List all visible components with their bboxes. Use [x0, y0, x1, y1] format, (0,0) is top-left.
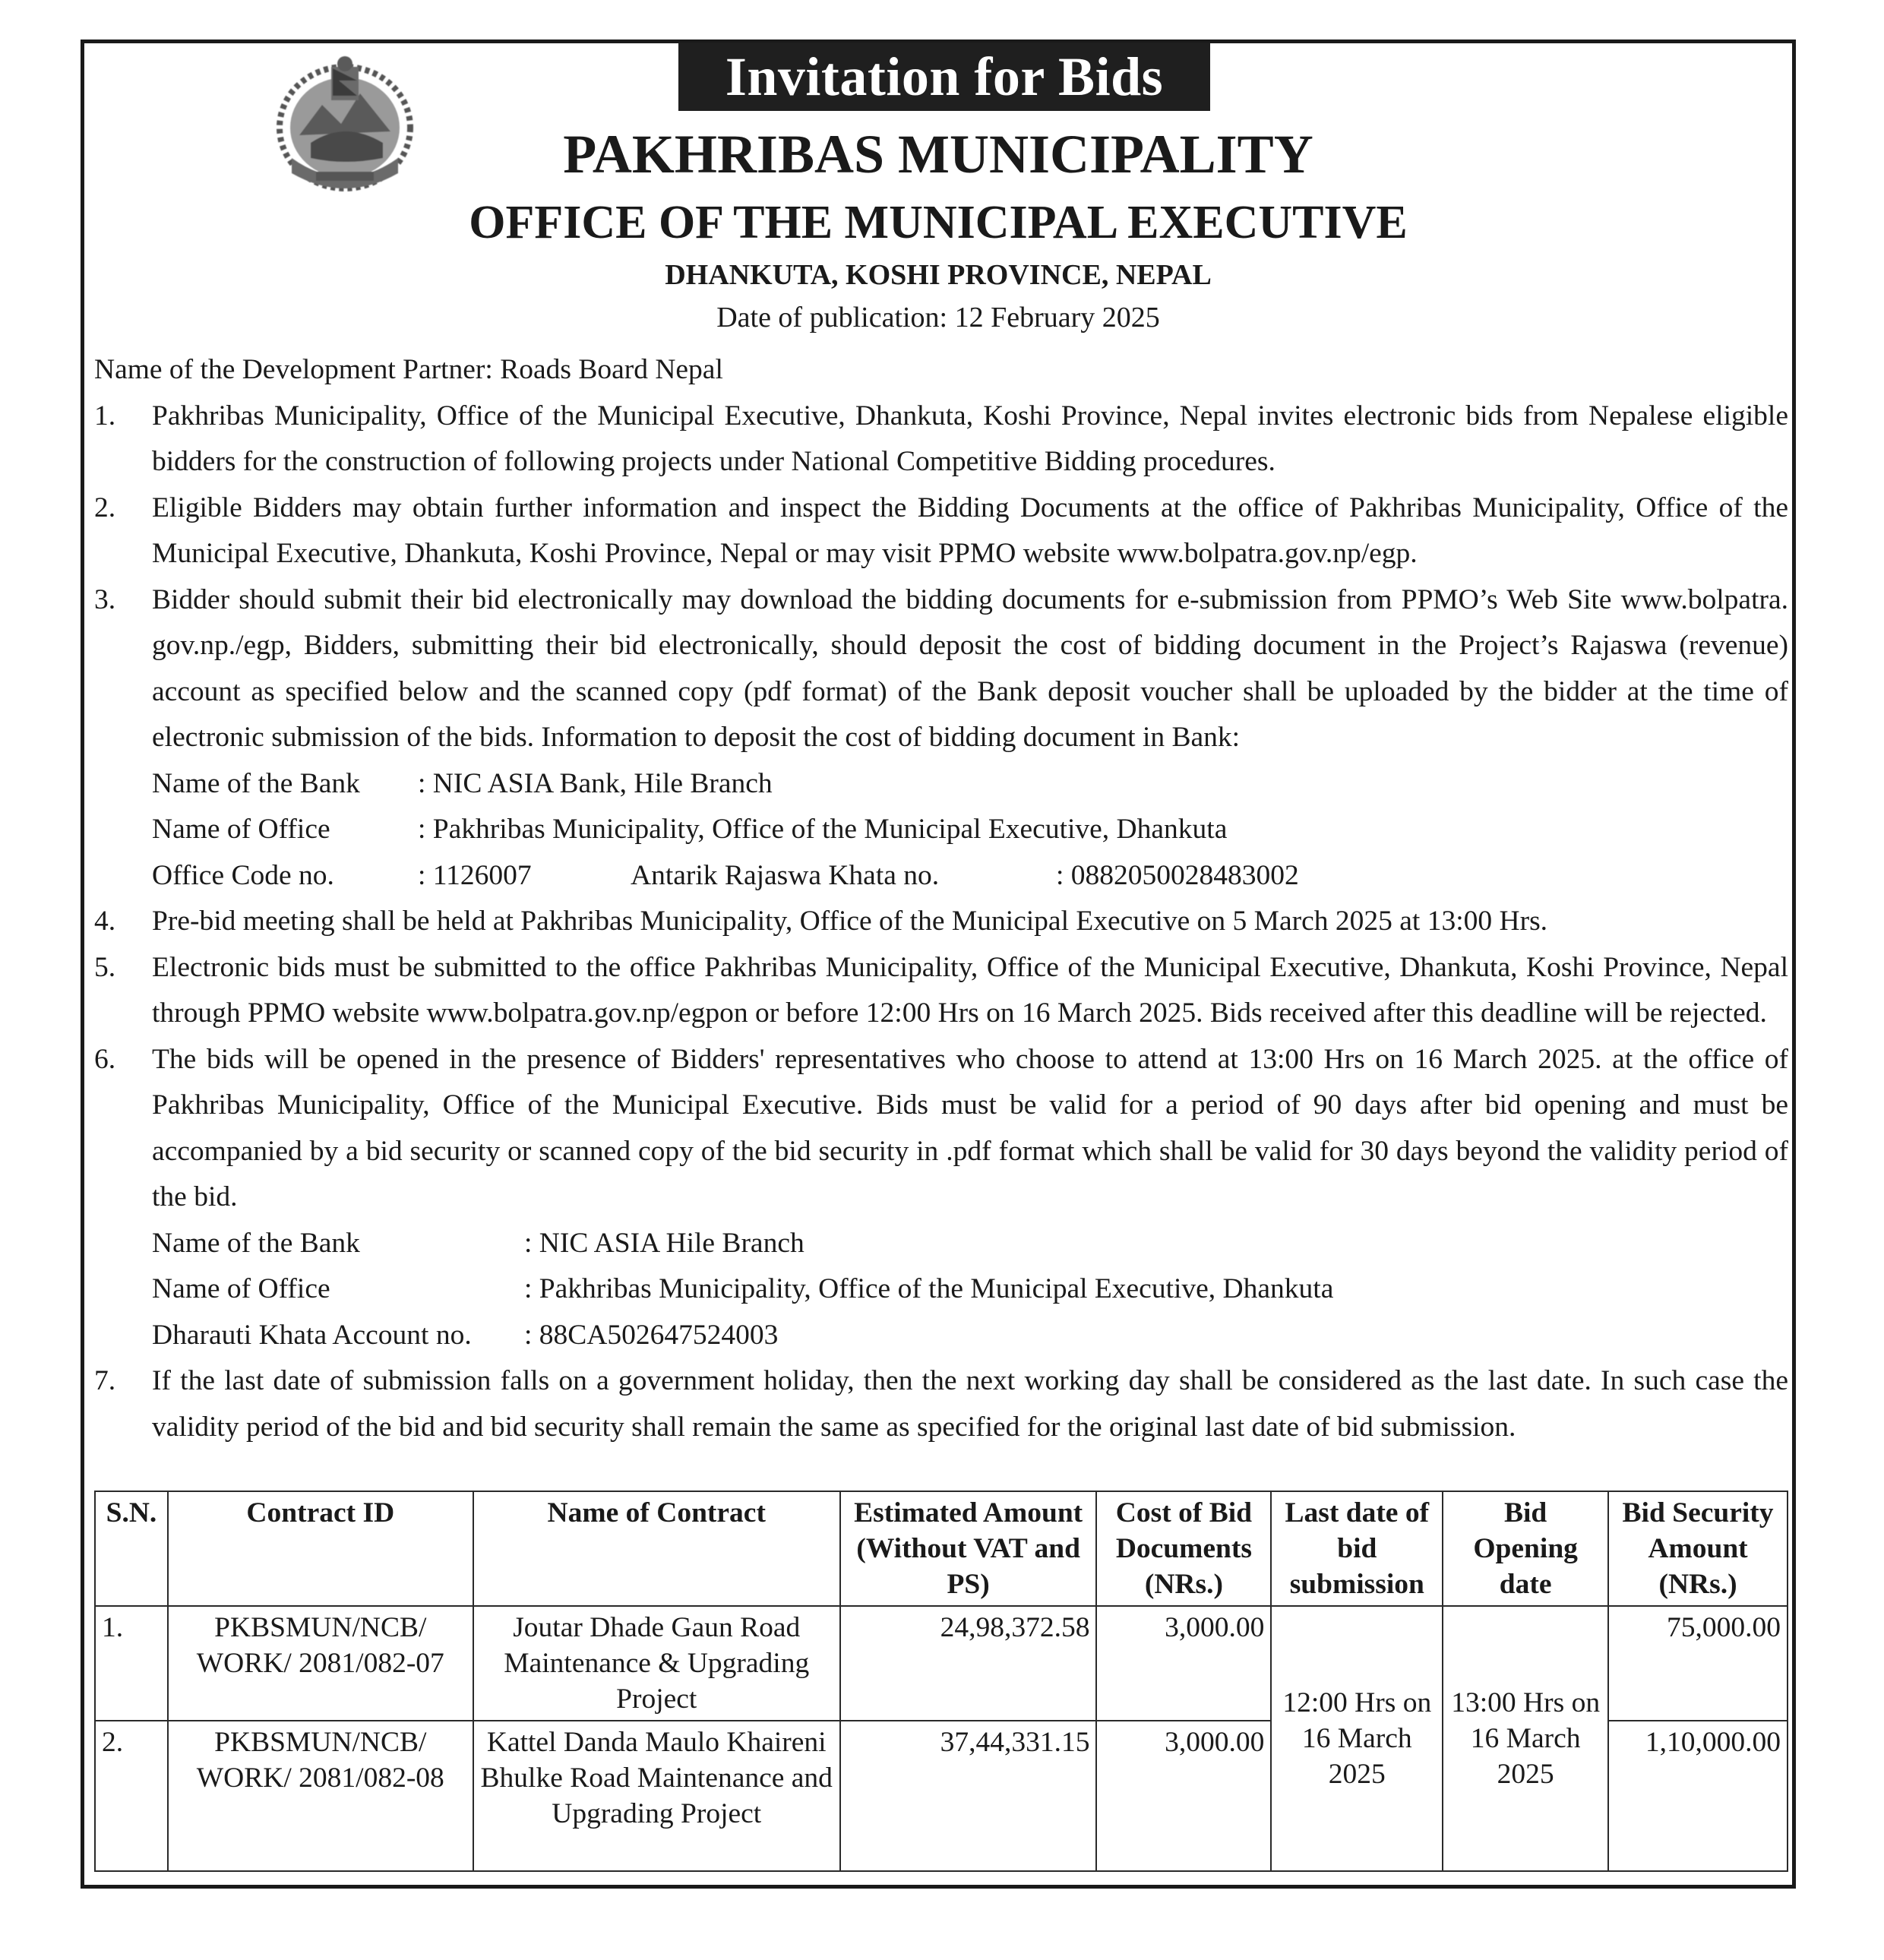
- list-item: [94, 1358, 1788, 1450]
- contracts-table: [94, 1491, 1788, 1872]
- item-number: 7.: [94, 1365, 116, 1396]
- item-number: 3.: [94, 583, 116, 615]
- column-header: S.N.: [95, 1491, 168, 1606]
- column-header: Cost of Bid Documents (NRs.): [1096, 1491, 1271, 1606]
- invitation-banner: Invitation for Bids: [678, 43, 1210, 111]
- list-item: [94, 577, 1788, 761]
- office-label: Name of Office: [152, 814, 330, 845]
- contract-id-cell: PKBSMUN/NCB/ WORK/ 2081/082-07: [168, 1606, 473, 1721]
- khata-label: Antarik Rajaswa Khata no.: [631, 859, 940, 891]
- bank-value: : NIC ASIA Hile Branch: [524, 1227, 804, 1259]
- location-line: DHANKUTA, KOSHI PROVINCE, NEPAL: [665, 259, 1212, 291]
- office-name: OFFICE OF THE MUNICIPAL EXECUTIVE: [469, 197, 1408, 248]
- column-header: Estimated Amount (Without VAT and PS): [840, 1491, 1097, 1606]
- item-number: 6.: [94, 1043, 116, 1075]
- item-text: Pre-bid meeting shall be held at Pakhribas Municipality, Office of the Municipal Executive on 5 March 2025 at 13:00 Hrs.: [152, 906, 1548, 937]
- contract-id-cell: PKBSMUN/NCB/ WORK/ 2081/082-08: [168, 1721, 473, 1871]
- notice-body: [94, 347, 1788, 1450]
- account-label: Dharauti Khata Account no.: [152, 1319, 472, 1351]
- bank-detail-row: [94, 1266, 1788, 1313]
- item-text: The bids will be opened in the presence of Bidders' representatives who choose to attend at 13:00 Hrs on 16 March 2025. at the office of Pakhribas Municipality, Office of the Municipal Executive. Bids must be valid for a period of 90 days after bid opening and must be accompanied by a bid security or scanned copy of the bid security in .pdf format which shall be valid for 30 days beyond the validity period of the bid.: [152, 1043, 1788, 1212]
- list-item: [94, 394, 1788, 485]
- cost-cell: 3,000.00: [1096, 1721, 1271, 1871]
- office-value: : Pakhribas Municipality, Office of the Municipal Executive, Dhankuta: [418, 814, 1228, 845]
- khata-value: : 0882050028483002: [1056, 859, 1299, 891]
- account-value: : 88CA502647524003: [524, 1319, 779, 1351]
- column-header: Last date of bid submission: [1271, 1491, 1443, 1606]
- publication-date: Date of publication: 12 February 2025: [716, 302, 1160, 334]
- office-code-value: : 1126007: [418, 859, 532, 891]
- contract-name-cell: Joutar Dhade Gaun Road Maintenance & Upgrading Project: [473, 1606, 840, 1721]
- office-value: : Pakhribas Municipality, Office of the Municipal Executive, Dhankuta: [524, 1273, 1334, 1304]
- last-date-cell: 12:00 Hrs on 16 March 2025: [1271, 1606, 1443, 1871]
- item-number: 1.: [94, 400, 116, 432]
- column-header: Bid Opening date: [1443, 1491, 1608, 1606]
- bank-value: : NIC ASIA Bank, Hile Branch: [418, 767, 773, 799]
- sn-cell: 1.: [95, 1606, 168, 1721]
- bank-label: Name of the Bank: [152, 767, 360, 799]
- office-code-label: Office Code no.: [152, 859, 334, 891]
- bank-detail-row: [94, 807, 1788, 853]
- column-header: Name of Contract: [473, 1491, 840, 1606]
- item-number: 4.: [94, 906, 116, 937]
- column-header: Bid Security Amount (NRs.): [1608, 1491, 1788, 1606]
- item-text: Eligible Bidders may obtain further information and inspect the Bidding Documents at the office of Pakhribas Municipality, Office of the Municipal Executive, Dhankuta, Koshi Province, Nepal or may visit PPMO website www.bolpatra.gov.np/egp.: [152, 492, 1788, 569]
- sn-cell: 2.: [95, 1721, 168, 1871]
- item-number: 5.: [94, 951, 116, 983]
- contract-name-cell: Kattel Danda Maulo Khaireni Bhulke Road Maintenance and Upgrading Project: [473, 1721, 840, 1871]
- bank-label: Name of the Bank: [152, 1227, 360, 1259]
- opening-date-cell: 13:00 Hrs on 16 March 2025: [1443, 1606, 1608, 1871]
- list-item: [94, 945, 1788, 1037]
- bank-detail-row: [94, 1313, 1788, 1359]
- column-header: Contract ID: [168, 1491, 473, 1606]
- item-text: Bidder should submit their bid electronically may download the bidding documents for e-submission from PPMO’s Web Site www.bolpatra. gov.np./egp, Bidders, submitting their bid electronically, should deposit the cost of bidding document in the Project’s Rajaswa (revenue) account as specified below and the scanned copy (pdf format) of the Bank deposit voucher shall be uploaded by the bidder at the time of electronic submission of the bids. Information to deposit the cost of bidding document in Bank:: [152, 583, 1788, 753]
- partner-line: Name of the Development Partner: Roads Board Nepal: [94, 354, 723, 385]
- security-cell: 1,10,000.00: [1608, 1721, 1788, 1871]
- bank-detail-row: [94, 853, 1788, 899]
- item-number: 2.: [94, 492, 116, 523]
- item-text: Electronic bids must be submitted to the office Pakhribas Municipality, Office of the Municipal Executive, Dhankuta, Koshi Province, Nepal through PPMO website www.bolpatra.gov.np/egpon or before 12:00 Hrs on 16 March 2025. Bids received after this deadline will be rejected.: [152, 951, 1788, 1029]
- table-header-row: [95, 1491, 1788, 1606]
- cost-cell: 3,000.00: [1096, 1606, 1271, 1721]
- estimate-cell: 37,44,331.15: [840, 1721, 1097, 1871]
- list-item: [94, 899, 1788, 945]
- estimate-cell: 24,98,372.58: [840, 1606, 1097, 1721]
- list-item: [94, 1037, 1788, 1221]
- item-text: Pakhribas Municipality, Office of the Municipal Executive, Dhankuta, Koshi Province, Nepal invites electronic bids from Nepalese eligible bidders for the construction of following projects under National Competitive Bidding procedures.: [152, 400, 1788, 477]
- security-cell: 75,000.00: [1608, 1606, 1788, 1721]
- org-name: PAKHRIBAS MUNICIPALITY: [563, 124, 1313, 185]
- bank-detail-row: [94, 1221, 1788, 1267]
- list-item: [94, 485, 1788, 577]
- bank-detail-row: [94, 761, 1788, 808]
- item-text: If the last date of submission falls on a government holiday, then the next working day shall be considered as the last date. In such case the validity period of the bid and bid security shall remain the same as specified for the original last date of bid submission.: [152, 1365, 1788, 1443]
- office-label: Name of Office: [152, 1273, 330, 1304]
- table-row: [95, 1606, 1788, 1721]
